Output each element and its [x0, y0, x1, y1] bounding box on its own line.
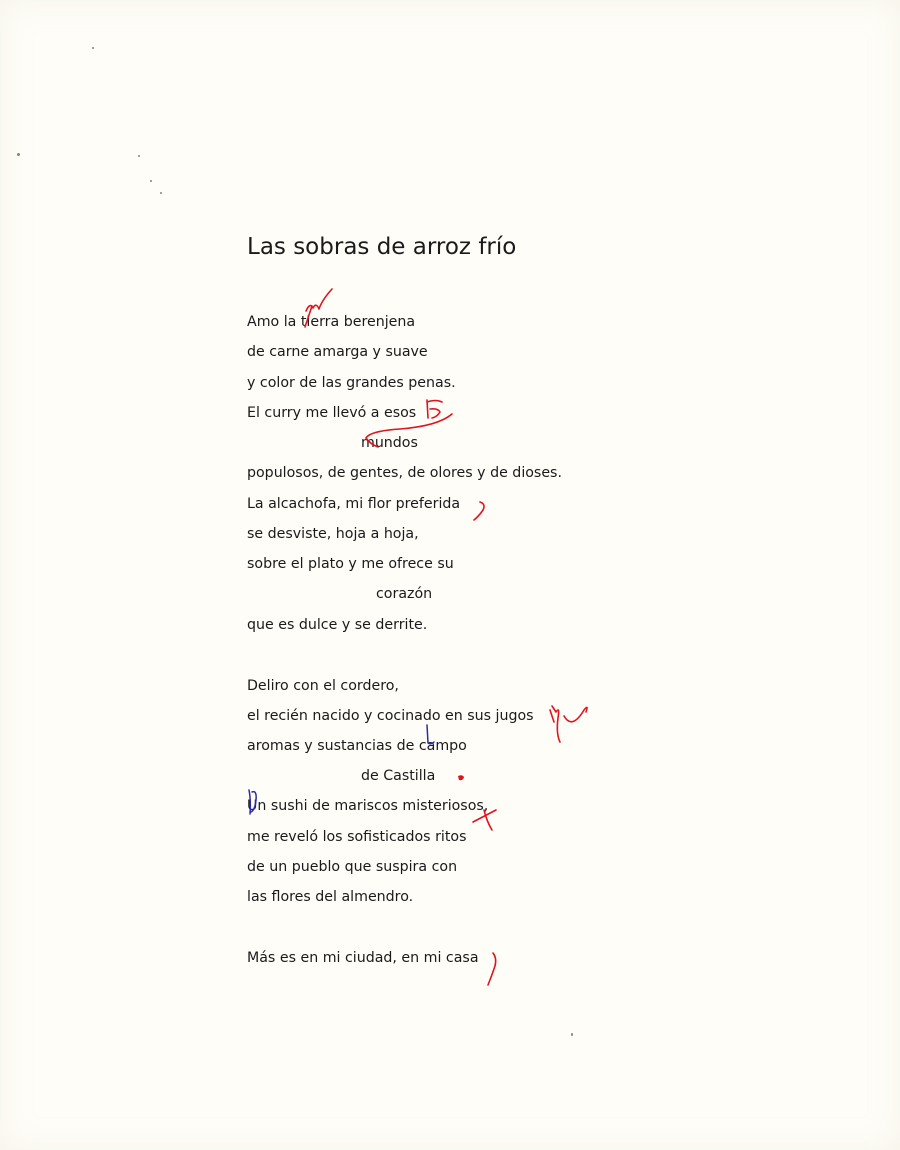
poem-line: de un pueblo que suspira con [247, 859, 458, 875]
red-connector-arc [366, 414, 452, 447]
red-comma-mark [474, 502, 484, 520]
blue-capital-mark [249, 790, 256, 814]
poem-line: el recién nacido y cocinado en sus jugos [247, 708, 534, 724]
poem-line: Amo la tierra berenjena [247, 314, 416, 330]
poem-line: Más es en mi ciudad, en mi casa [247, 950, 479, 966]
red-insert-mark [550, 706, 587, 742]
red-cross-mark [473, 810, 496, 830]
poem-line: Un sushi de mariscos misteriosos, [247, 798, 489, 814]
blue-insert-caret [427, 725, 434, 744]
red-paragraph-mark [427, 400, 442, 418]
poem-line: corazón [376, 586, 433, 602]
red-m-correction-mark [305, 289, 332, 327]
poem-line: de Castilla [361, 768, 436, 784]
poem-line: La alcachofa, mi flor preferida [247, 496, 461, 512]
red-comma-mark [488, 953, 496, 985]
poem-line: sobre el plato y me ofrece su [247, 556, 454, 572]
poem-line: y color de las grandes penas. [247, 375, 456, 391]
poem-line: populosos, de gentes, de olores y de dioses. [247, 465, 562, 481]
poem-title: Las sobras de arroz frío [247, 234, 517, 260]
poem-line: que es dulce y se derrite. [247, 617, 428, 633]
poem-line: aromas y sustancias de campo [247, 738, 467, 754]
red-period-mark [458, 775, 464, 780]
poem-line: me reveló los sofisticados ritos [247, 829, 467, 845]
poem-line: se desviste, hoja a hoja, [247, 526, 419, 542]
poem-line: de carne amarga y suave [247, 344, 428, 360]
poem-line: las flores del almendro. [247, 889, 414, 905]
poem-line: Deliro con el cordero, [247, 678, 399, 694]
poem-line: mundos [361, 435, 418, 451]
poem-line: El curry me llevó a esos [247, 405, 417, 421]
